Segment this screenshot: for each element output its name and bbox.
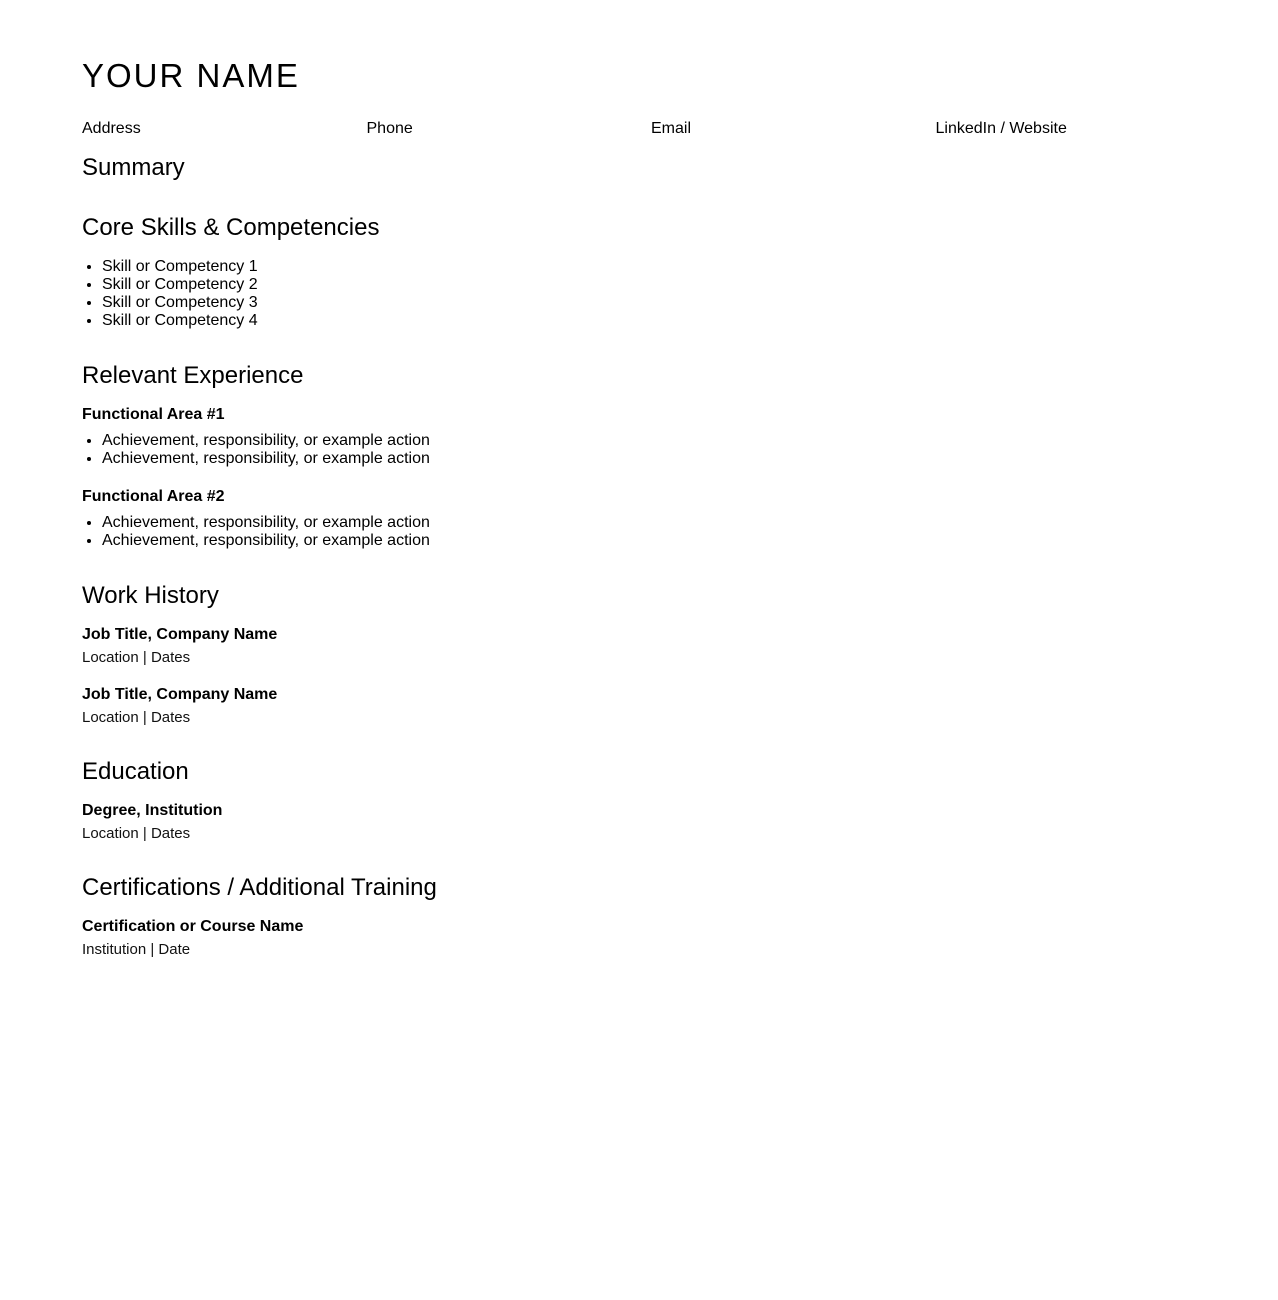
achievement-item: • Achievement, responsibility, or example action <box>102 532 430 550</box>
work-history-heading: Work History <box>82 582 219 609</box>
contact-phone: Phone <box>366 120 413 137</box>
functional-area-title: Functional Area #2 <box>82 488 225 505</box>
skills-list <box>82 258 258 330</box>
contact-row <box>82 119 1220 139</box>
skill-item: • Skill or Competency 1 <box>102 258 258 276</box>
achievement-item: • Achievement, responsibility, or example action <box>102 514 430 532</box>
skill-item: • Skill or Competency 4 <box>102 312 258 330</box>
certification-meta: Institution | Date <box>82 941 191 958</box>
degree-meta: Location | Dates <box>82 825 191 842</box>
contact-address: Address <box>82 120 141 137</box>
job-title: Job Title, Company Name <box>82 686 278 703</box>
achievement-item: • Achievement, responsibility, or example action <box>102 432 430 450</box>
functional-area-bullets <box>82 514 430 550</box>
functional-area-bullets <box>82 432 430 468</box>
certifications-heading: Certifications / Additional Training <box>82 874 437 901</box>
summary-heading: Summary <box>82 154 185 181</box>
experience-heading: Relevant Experience <box>82 362 304 389</box>
job-meta: Location | Dates <box>82 649 191 666</box>
achievement-item: • Achievement, responsibility, or example action <box>102 450 430 468</box>
contact-email: Email <box>651 120 692 137</box>
skill-item: • Skill or Competency 3 <box>102 294 258 312</box>
job-meta: Location | Dates <box>82 709 191 726</box>
degree-title: Degree, Institution <box>82 802 223 819</box>
certification-title: Certification or Course Name <box>82 918 304 935</box>
education-heading: Education <box>82 758 189 785</box>
contact-linkedin: LinkedIn / Website <box>935 120 1067 137</box>
skills-heading: Core Skills & Competencies <box>82 214 380 241</box>
job-title: Job Title, Company Name <box>82 626 278 643</box>
functional-area-title: Functional Area #1 <box>82 406 225 423</box>
skill-item: • Skill or Competency 2 <box>102 276 258 294</box>
resume-name: YOUR NAME <box>82 57 300 94</box>
